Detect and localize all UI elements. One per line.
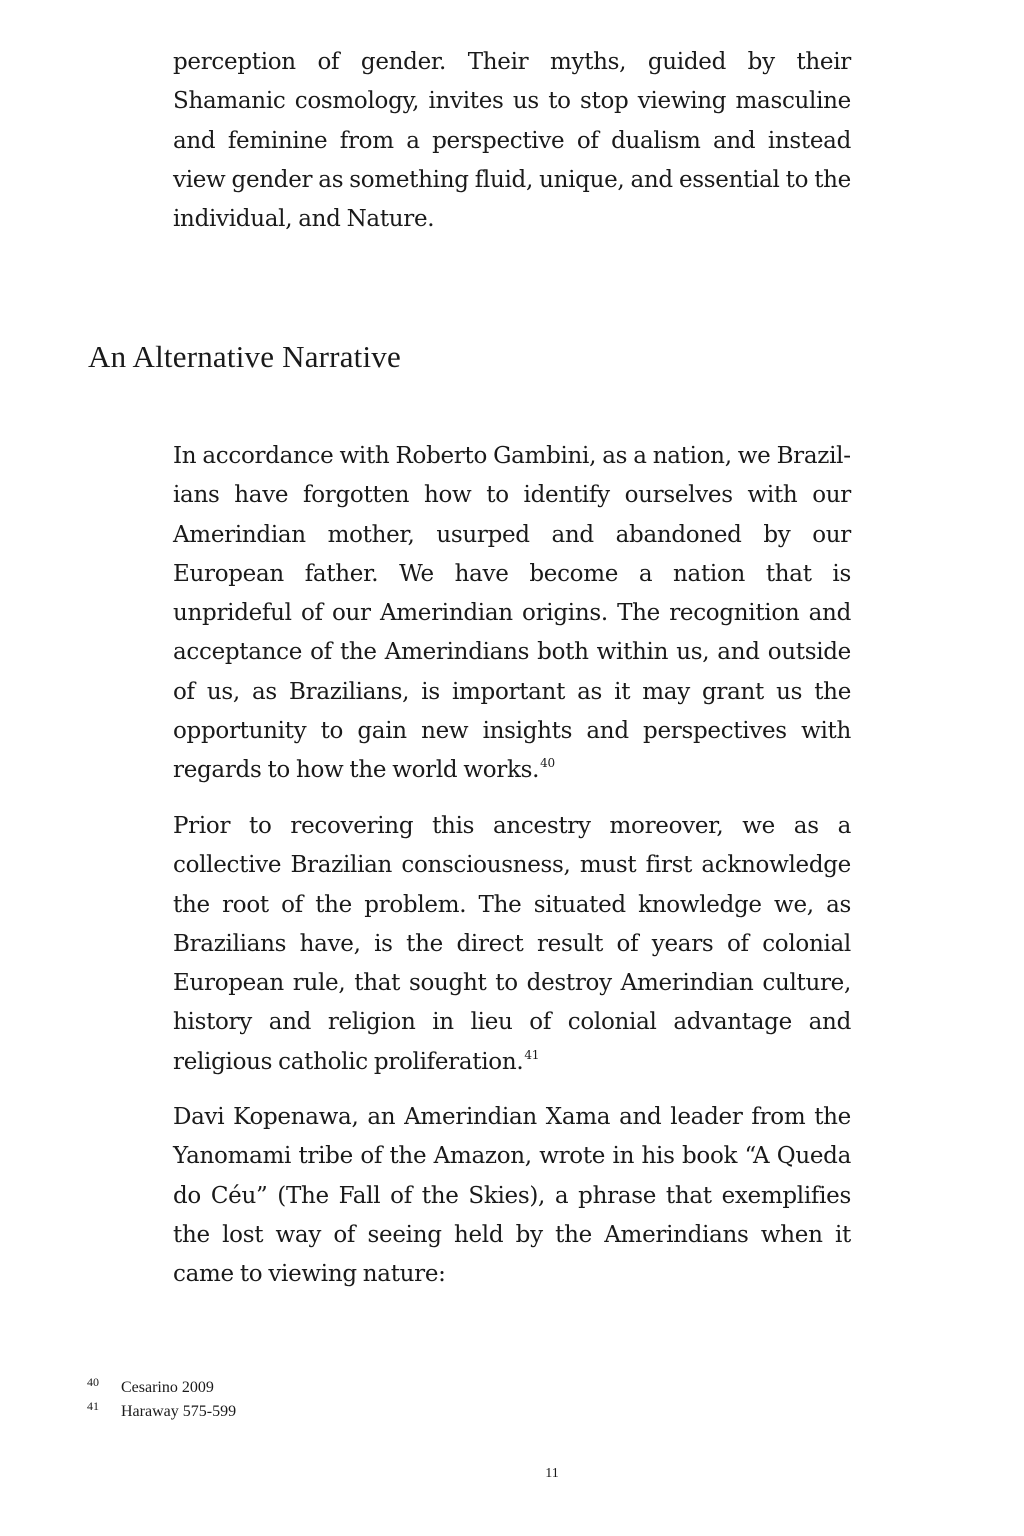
body-paragraph-2 xyxy=(173,807,851,1082)
footnote-ref-41[interactable]: 41 xyxy=(524,1047,540,1062)
paragraph-text: In accordance with Roberto Gambini, as a nation, we Brazilians have forgotten how to identify ourselves with our Amerindian mother, usurped and abandoned by our European father. We have become a nation that is unprideful of our Amerindian origins. The recognition and acceptance of the Amerindians both within us, and outside of us, as Brazilians, is important as it may grant us the opportunity to gain new insights and perspectives with regards to how the world works. xyxy=(173,443,851,784)
body-paragraph-1 xyxy=(173,437,851,791)
footnote-number: 40 xyxy=(87,1375,99,1389)
section-heading: An Alternative Narrative xyxy=(88,339,401,374)
paragraph-text: Prior to recovering this ancestry moreover, we as a collective Brazilian consciousness, must first acknowledge the root of the problem. The situated knowledge we, as Brazilians have, is the direct result of years of colonial European rule, that sought to destroy Amerindian culture, history and religion in lieu of colonial advantage and religious catholic proliferation. xyxy=(173,813,851,1075)
footnote-number: 41 xyxy=(87,1399,99,1413)
page-number: 11 xyxy=(545,1466,559,1481)
footnote-text: Haraway 575-599 xyxy=(121,1403,237,1420)
intro-paragraph: perception of gender. Their myths, guided by their Shamanic cosmology, invites us to stop viewing masculine and feminine from a perspective of dualism and instead view gender as something fluid, unique, and essential to the individual, and Nature. xyxy=(173,49,851,233)
body-paragraph-3: Davi Kopenawa, an Amerindian Xama and leader from the Yanomami tribe of the Amazon, wrote in his book “A Queda do Céu” (The Fall of the Skies), a phrase that exemplifies the lost way of seeing held by the Amerindians when it came to viewing nature: xyxy=(173,1104,851,1288)
footnote-text: Cesarino 2009 xyxy=(121,1379,214,1396)
footnote-ref-40[interactable]: 40 xyxy=(540,756,555,771)
